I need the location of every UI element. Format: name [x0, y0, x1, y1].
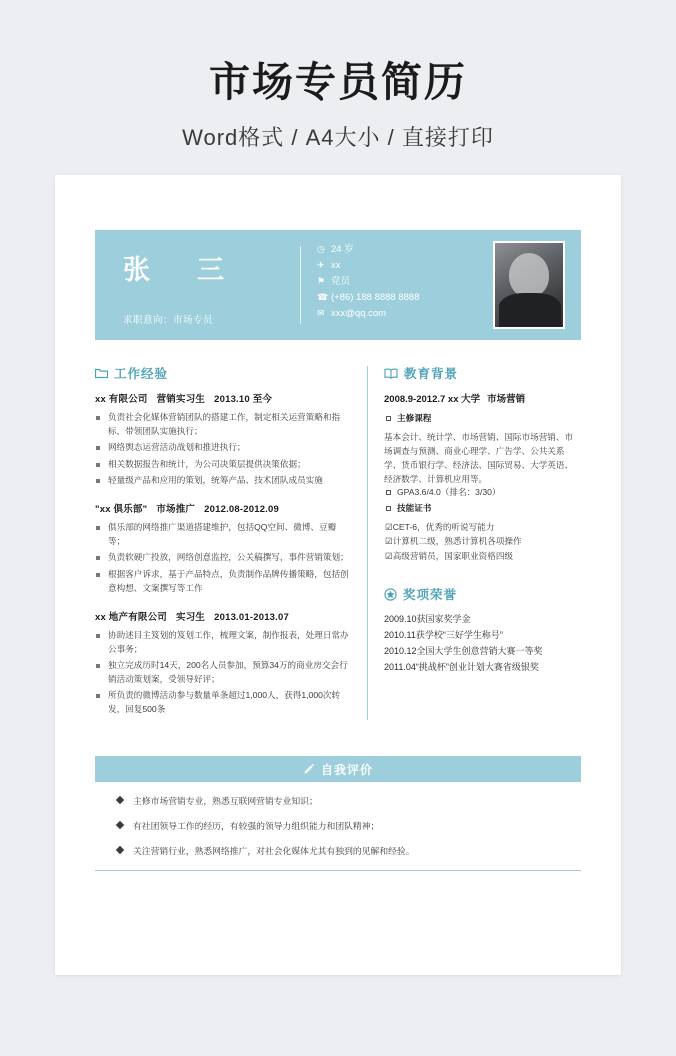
promo-title: 市场专员简历 — [209, 59, 467, 105]
job-objective: 求职意向：市场专员 — [123, 315, 214, 326]
certificate-item: ☑计算机二级，熟悉计算机各项操作 — [385, 536, 522, 547]
contact-location — [317, 260, 493, 271]
flag-icon: ⚑ — [317, 276, 326, 287]
contact-party-text: 党员 — [331, 275, 351, 287]
contact-phone — [317, 292, 493, 303]
side-column — [368, 364, 581, 730]
award-item: 2009.10获国家奖学金 — [384, 614, 471, 625]
candidate-name: 张 三 — [123, 255, 234, 285]
job-points — [95, 629, 351, 718]
job-role: 市场推广 — [156, 504, 196, 516]
course-text: 基本会计、统计学、市场营销、国际市场营销、市场调查与预测、商业心理学、广告学、公共关系学、货币银行学、经济法、国际贸易、大学英语、经济数学、计算机应用等。 — [384, 431, 574, 485]
resume-sheet — [55, 175, 621, 975]
contact-age-text: 24 岁 — [331, 244, 354, 255]
section-header-education — [384, 364, 581, 382]
evaluation-item — [95, 844, 581, 858]
award-item: 2011.04“挑战杯”创业计划大赛省级银奖 — [384, 661, 539, 672]
phone-icon: ☎ — [317, 291, 329, 302]
education-line — [384, 391, 581, 405]
job-point: 网络舆态运营活动战划和推进执行； — [95, 441, 351, 455]
promo-subtitle: Word格式 / A4大小 / 直接打印 — [182, 125, 494, 151]
section-title-awards: 奖项荣誉 — [403, 588, 458, 603]
plane-icon: ✈ — [317, 260, 325, 271]
job-heading — [95, 501, 351, 515]
education-major: 市场营销 — [487, 394, 526, 405]
certificate-item: ☑CET-6，优秀的听说写能力 — [385, 521, 495, 532]
gpa-item: GPA3.6/4.0（排名：3/30） — [384, 486, 581, 500]
job-point: 轻量级产品和应用的策划，统筹产品、技术团队成员实施 — [95, 474, 351, 488]
contact-list — [301, 230, 493, 340]
section-header-evaluation — [95, 756, 581, 782]
job-company: xx 地产有限公司 — [95, 611, 168, 623]
work-column — [95, 364, 367, 730]
job-period: 2013.10 至今 — [214, 394, 273, 405]
job-point: 俱乐部的网络推广渠道搭建维护，包括QQ空间、微博、豆瓣等； — [95, 521, 351, 549]
education-gpa-list — [384, 486, 581, 516]
job-points — [95, 521, 351, 596]
contact-age — [317, 244, 493, 255]
evaluation-list — [95, 782, 581, 871]
contact-party — [317, 276, 493, 287]
job-points — [95, 411, 351, 488]
banner-identity — [95, 230, 300, 340]
spacer — [384, 563, 581, 585]
section-header-work — [95, 364, 351, 382]
pencil-icon — [303, 763, 315, 775]
contact-email — [317, 308, 493, 319]
job-point: 所负责的微博活动参与数量单条超过1,000人，获得1,000次转发，回复500条 — [95, 689, 351, 717]
job-entry — [95, 609, 351, 718]
book-icon — [384, 368, 398, 379]
job-company: "xx 俱乐部" — [95, 504, 148, 516]
resume-banner — [95, 230, 581, 340]
diamond-icon — [116, 796, 124, 804]
job-entry — [95, 501, 351, 596]
job-role: 营销实习生 — [156, 394, 206, 405]
evaluation-text: 关注营销行业，熟悉网络推广，对社会化媒体尤其有独到的见解和经验。 — [133, 846, 415, 857]
contact-phone-text: (+86) 188 8888 8888 — [331, 291, 420, 303]
award-item: 2010.12全国大学生创意营销大赛一等奖 — [384, 645, 543, 656]
evaluation-item — [95, 819, 581, 833]
job-point: 协助述目主笈划的笈划工作，梳理文案，制作报表，处理日常办公事务； — [95, 629, 351, 657]
job-point: 相关数据报告和统计，为公司决策层提供决策依据； — [95, 458, 351, 472]
section-title-evaluation: 自我评价 — [320, 762, 373, 777]
evaluation-text: 主修市场营销专业，熟悉互联网营销专业知识； — [133, 796, 318, 807]
star-icon — [384, 588, 397, 601]
job-entry — [95, 391, 351, 488]
resume-columns — [95, 364, 581, 730]
contact-location-text: xx — [331, 259, 341, 271]
job-point: 独立完成历时14天，200名人员参加，预算34万的商业房交会行销活动策划案，受领导好评； — [95, 659, 351, 687]
clock-icon: ◷ — [317, 244, 325, 255]
folder-icon — [95, 368, 108, 379]
evaluation-item — [95, 794, 581, 808]
course-label: 主修课程 — [384, 412, 581, 426]
job-point: 负责软硬广投放，网络创意监控，公关稿撰写，事件营销策划； — [95, 551, 351, 565]
job-period: 2013.01-2013.07 — [214, 611, 289, 623]
certificate-item: ☑高级营销员，国家职业资格四级 — [385, 550, 514, 561]
award-item: 2010.11获学校“三好学生称号” — [384, 630, 503, 640]
diamond-icon — [116, 846, 124, 854]
section-title-education: 教育背景 — [404, 367, 459, 381]
profile-photo — [493, 241, 565, 329]
mail-icon: ✉ — [317, 307, 325, 318]
job-company: xx 有限公司 — [95, 394, 148, 405]
job-heading — [95, 391, 351, 405]
resume-inner — [95, 230, 581, 871]
evaluation-text: 有社团领导工作的经历，有较强的领导力组织能力和团队精神； — [133, 821, 380, 832]
promo-header — [0, 0, 676, 152]
job-role: 实习生 — [176, 611, 206, 623]
education-school: 2008.9-2012.7 xx 大学 — [384, 394, 481, 405]
certificate-label: 技能证书 — [384, 502, 581, 516]
job-point: 负责社会化媒体营销团队的搭建工作，制定相关运营策略和指标，带领团队实施执行； — [95, 411, 351, 439]
contact-email-text: xxx@qq.com — [331, 307, 387, 319]
diamond-icon — [116, 821, 124, 829]
education-details — [384, 412, 581, 426]
job-heading — [95, 609, 351, 623]
section-header-awards — [384, 585, 581, 603]
job-point: 根据客户诉求，基于产品特点，负责制作品牌传播策略，包括创意构想、文案撰写等工作 — [95, 568, 351, 596]
section-title-work: 工作经验 — [114, 367, 169, 381]
job-period: 2012.08-2012.09 — [204, 504, 279, 516]
